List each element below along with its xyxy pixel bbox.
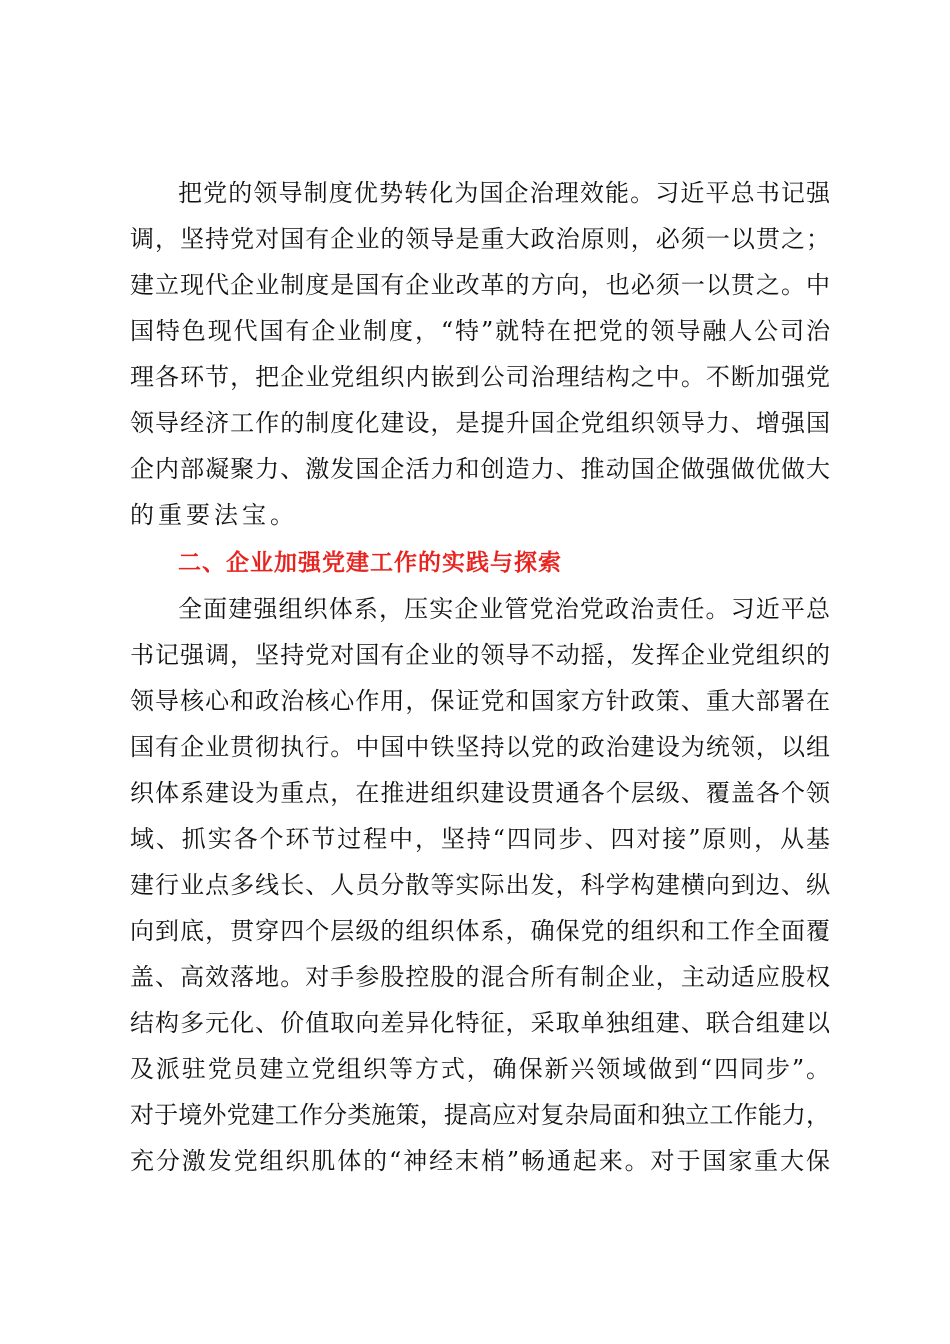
paragraph-line: 织体系建设为重点，在推进组织建设贯通各个层级、覆盖各个领 — [130, 779, 830, 807]
paragraph-line: 的重要法宝。 — [130, 501, 298, 529]
paragraph-line: 国特色现代国有企业制度，“特”就特在把党的领导融人公司治 — [130, 317, 830, 345]
paragraph-line: 建立现代企业制度是国有企业改革的方向，也必须一以贯之。中 — [130, 271, 830, 299]
paragraph-line: 对于境外党建工作分类施策，提高应对复杂局面和独立工作能力， — [130, 1101, 830, 1129]
paragraph-line: 领导经济工作的制度化建设，是提升国企党组织领导力、增强国 — [130, 409, 830, 437]
paragraph-line: 调，坚持党对国有企业的领导是重大政治原则，必须一以贯之； — [130, 225, 830, 253]
paragraph-line: 全面建强组织体系，压实企业管党治党政治责任。习近平总 — [178, 595, 830, 623]
paragraph-line: 把党的领导制度优势转化为国企治理效能。习近平总书记强 — [178, 179, 830, 207]
section-heading: 二、企业加强党建工作的实践与探索 — [178, 550, 562, 576]
paragraph-line: 结构多元化、价值取向差异化特征，采取单独组建、联合组建以 — [130, 1009, 830, 1037]
paragraph-line: 建行业点多线长、人员分散等实际出发，科学构建横向到边、纵 — [130, 871, 830, 899]
paragraph-line: 书记强调，坚持党对国有企业的领导不动摇，发挥企业党组织的 — [130, 641, 830, 669]
paragraph-line: 国有企业贯彻执行。中国中铁坚持以党的政治建设为统领，以组 — [130, 733, 830, 761]
paragraph-line: 及派驻党员建立党组织等方式，确保新兴领域做到“四同步”。 — [130, 1055, 830, 1083]
paragraph-line: 向到底，贯穿四个层级的组织体系，确保党的组织和工作全面覆 — [130, 917, 830, 945]
paragraph-line: 盖、高效落地。对手参股控股的混合所有制企业，主动适应股权 — [130, 963, 830, 991]
paragraph-line: 理各环节，把企业党组织内嵌到公司治理结构之中。不断加强党 — [130, 363, 830, 391]
paragraph-line: 领导核心和政治核心作用，保证党和国家方针政策、重大部署在 — [130, 687, 830, 715]
paragraph-line: 域、抓实各个环节过程中，坚持“四同步、四对接”原则，从基 — [130, 825, 830, 853]
paragraph-line: 企内部凝聚力、激发国企活力和创造力、推动国企做强做优做大 — [130, 455, 830, 483]
paragraph-line: 充分激发党组织肌体的“神经末梢”畅通起来。对于国家重大保 — [130, 1147, 830, 1175]
